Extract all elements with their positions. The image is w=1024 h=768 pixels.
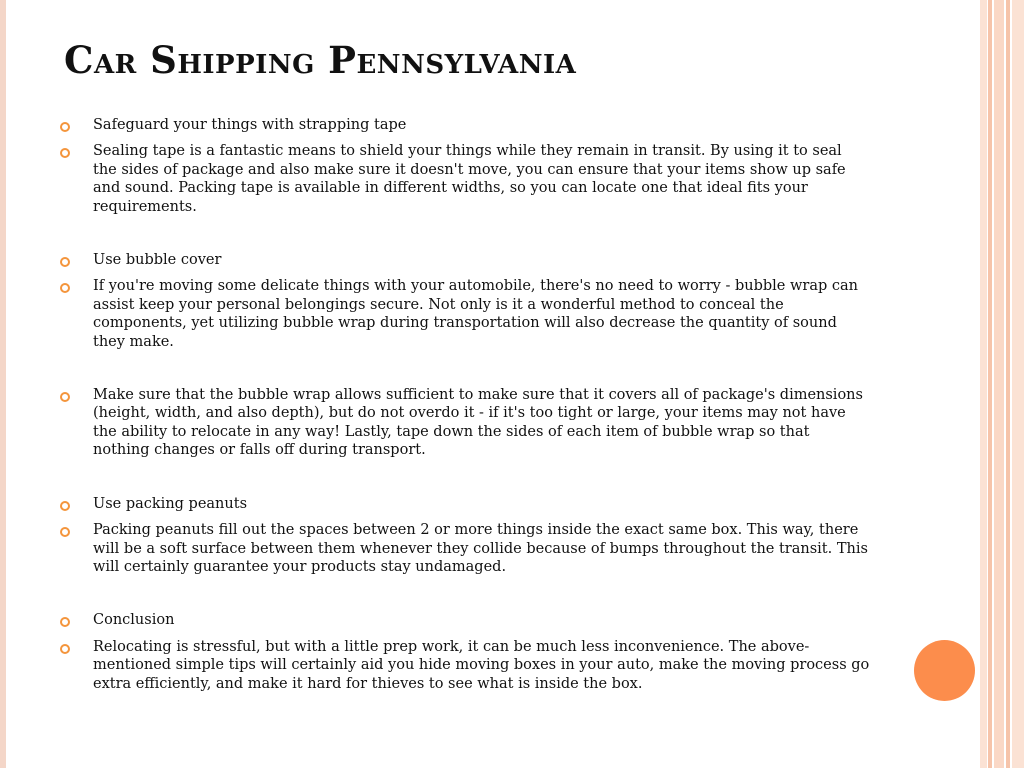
bullet-icon bbox=[60, 148, 70, 158]
bullet-list bbox=[60, 116, 870, 693]
bullet-icon bbox=[60, 644, 70, 654]
bullet-icon bbox=[60, 527, 70, 537]
stripe bbox=[1006, 0, 1010, 768]
stripe bbox=[988, 0, 992, 768]
accent-circle bbox=[914, 640, 975, 701]
stripe bbox=[994, 0, 1004, 768]
left-border bbox=[0, 0, 6, 768]
bullet-item bbox=[60, 277, 870, 351]
bullet-icon bbox=[60, 501, 70, 511]
bullet-text: Packing peanuts fill out the spaces between 2 or more things inside the exact same box. This way, there will be a soft surface between them whenever they collide because of bumps throughout the transit. This will certainly guarantee your products stay undamaged. bbox=[93, 522, 868, 575]
bullet-item bbox=[60, 638, 870, 693]
bullet-item bbox=[60, 142, 870, 216]
bullet-item bbox=[60, 521, 870, 576]
bullet-icon bbox=[60, 617, 70, 627]
bullet-icon bbox=[60, 283, 70, 293]
bullet-text: Safeguard your things with strapping tape bbox=[93, 117, 407, 133]
bullet-item bbox=[60, 116, 870, 134]
bullet-text: Conclusion bbox=[93, 612, 175, 629]
slide-title: Car Shipping Pennsylvania bbox=[64, 38, 577, 82]
bullet-text: Sealing tape is a fantastic means to shield your things while they remain in transit. By using it to seal the sides of package and also make sure it doesn't move, you can ensure that your items show up safe and sound. Packing tape is available in different widths, so you can locate one that ideal fits your requirements. bbox=[93, 143, 846, 215]
bullet-text: Use packing peanuts bbox=[93, 495, 248, 512]
bullet-text: Relocating is stressful, but with a little prep work, it can be much less inconvenience. The above-mentioned simple tips will certainly aid you hide moving boxes in your auto, make the moving process go extra efficiently, and make it hard for thieves to see what is inside the box. bbox=[93, 638, 870, 692]
bullet-icon bbox=[60, 392, 70, 402]
bullet-item bbox=[60, 495, 870, 513]
stripe bbox=[1012, 0, 1024, 768]
bullet-icon bbox=[60, 257, 70, 267]
bullet-item bbox=[60, 611, 870, 629]
decorative-stripes bbox=[980, 0, 1024, 768]
bullet-icon bbox=[60, 122, 70, 132]
stripe bbox=[980, 0, 987, 768]
bullet-item bbox=[60, 386, 870, 460]
bullet-text: Use bubble cover bbox=[93, 252, 222, 269]
bullet-text: Make sure that the bubble wrap allows sufficient to make sure that it covers all of package's dimensions (height, width, and also depth), but do not overdo it - if it's too tight or large, your items may not have the ability to relocate in any way! Lastly, tape down the sides of each item of bubble wrap so that nothing changes or falls off during transport. bbox=[93, 387, 863, 459]
bullet-item bbox=[60, 251, 870, 269]
bullet-text: If you're moving some delicate things with your automobile, there's no need to worry - bubble wrap can assist keep your personal belongings secure. Not only is it a wonderful method to conceal the components, yet utilizing bubble wrap during transportation will also decrease the quantity of sound they make. bbox=[93, 278, 858, 350]
